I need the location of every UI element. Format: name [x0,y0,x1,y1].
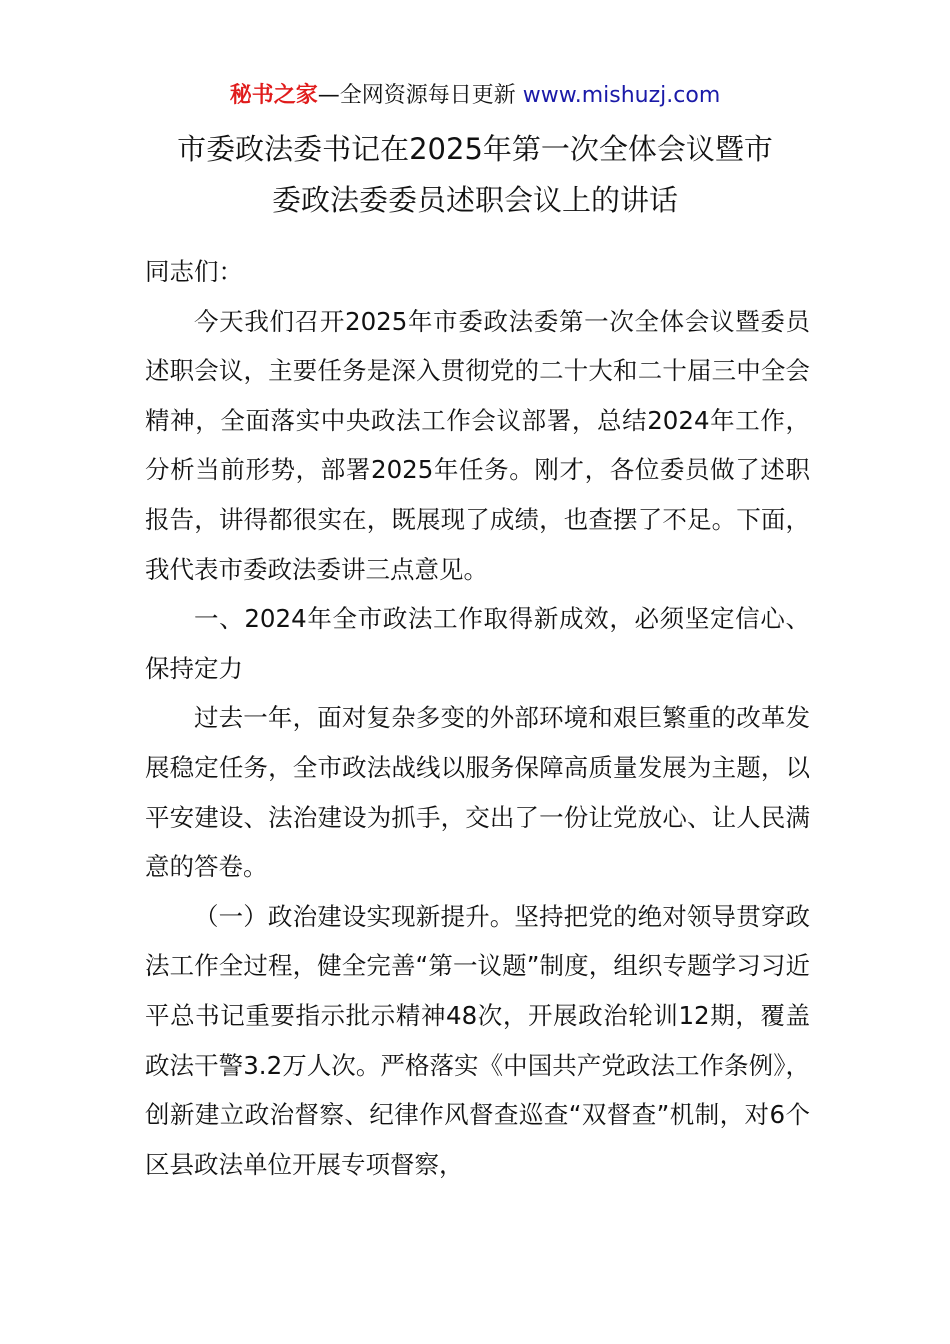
title-line-1: 市委政法委书记在2025年第一次全体会议暨市 [177,132,773,166]
document-body [145,247,810,1189]
paragraph-review: 过去一年，面对复杂多变的外部环境和艰巨繁重的改革发展稳定任务，全市政法战线以服务保障高质量发展为主题，以平安建设、法治建设为抓手，交出了一份让党放心、让人民满意的答卷。 [145,703,810,882]
brand-name: 秘书之家 [229,83,318,108]
document-title [120,124,830,226]
paragraph-political-construction: （一）政治建设实现新提升。坚持把党的绝对领导贯穿政法工作全过程，健全完善“第一议题”制度，组织专题学习习近平总书记重要指示批示精神48次，开展政治轮训12期，覆盖政法干警3.2万人次。严格落实《中国共产党政法工作条例》，创新建立政治督察、纪律作风督查巡查“双督查”机制，对6个区县政法单位开展专项督察， [145,901,810,1179]
section-heading-1: 一、2024年全市政法工作取得新成效，必须坚定信心、保持定力 [145,604,810,683]
header-tagline: —全网资源每日更新 [317,83,516,108]
title-line-2: 委政法委委员述职会议上的讲话 [271,183,678,217]
site-url-link[interactable]: www.mishuzj.com [522,83,721,108]
paragraph-intro: 今天我们召开2025年市委政法委第一次全体会议暨委员述职会议，主要任务是深入贯彻党的二十大和二十届三中全会精神，全面落实中央政法工作会议部署，总结2024年工作，分析当前形势，部署2025年任务。刚才，各位委员做了述职报告，讲得都很实在，既展现了成绩，也查摆了不足。下面，我代表市委政法委讲三点意见。 [145,306,810,584]
salutation: 同志们： [145,257,243,286]
site-header [0,78,950,114]
